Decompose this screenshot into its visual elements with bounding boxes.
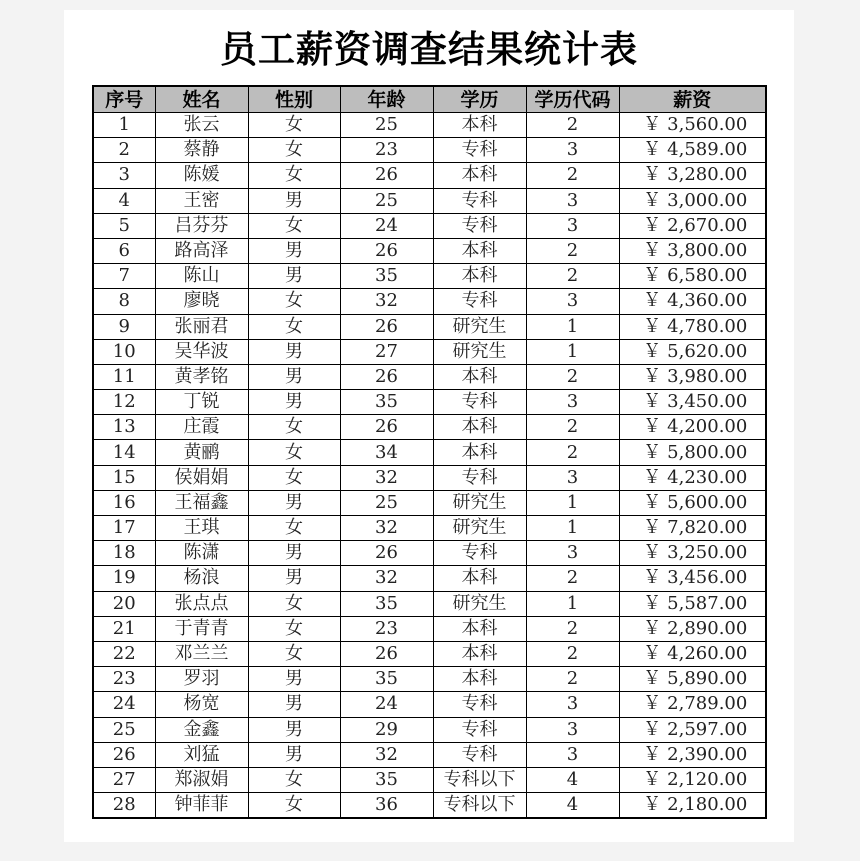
cell-education: 专科 bbox=[433, 717, 526, 742]
salary-amount: 3,250.00 bbox=[667, 542, 748, 564]
cell-name: 张云 bbox=[155, 113, 248, 138]
salary-amount: 3,456.00 bbox=[667, 567, 748, 589]
currency-symbol: ￥ bbox=[643, 743, 662, 765]
cell-name: 蔡静 bbox=[155, 138, 248, 163]
cell-education-code: 2 bbox=[526, 641, 619, 666]
cell-gender: 女 bbox=[248, 415, 340, 440]
cell-education-code: 3 bbox=[526, 188, 619, 213]
salary-amount: 7,820.00 bbox=[667, 517, 748, 539]
cell-salary bbox=[619, 163, 766, 188]
cell-index: 19 bbox=[93, 566, 155, 591]
currency-symbol: ￥ bbox=[643, 214, 662, 236]
currency-symbol: ￥ bbox=[643, 340, 662, 362]
cell-gender: 女 bbox=[248, 289, 340, 314]
cell-salary bbox=[619, 641, 766, 666]
cell-index: 1 bbox=[93, 113, 155, 138]
cell-education-code: 2 bbox=[526, 415, 619, 440]
cell-age: 32 bbox=[340, 465, 433, 490]
currency-symbol: ￥ bbox=[643, 315, 662, 337]
cell-name: 吕芬芬 bbox=[155, 213, 248, 238]
cell-age: 35 bbox=[340, 767, 433, 792]
table-body bbox=[93, 113, 766, 819]
cell-name: 张丽君 bbox=[155, 314, 248, 339]
cell-education: 专科 bbox=[433, 289, 526, 314]
cell-name: 罗羽 bbox=[155, 667, 248, 692]
salary-amount: 3,280.00 bbox=[667, 164, 748, 186]
cell-education-code: 2 bbox=[526, 616, 619, 641]
cell-education-code: 3 bbox=[526, 390, 619, 415]
cell-age: 35 bbox=[340, 591, 433, 616]
header-name: 姓名 bbox=[155, 86, 248, 113]
currency-symbol: ￥ bbox=[643, 768, 662, 790]
salary-amount: 4,230.00 bbox=[667, 466, 748, 488]
salary-amount: 4,589.00 bbox=[667, 139, 748, 161]
salary-amount: 6,580.00 bbox=[667, 265, 748, 287]
cell-name: 陈媛 bbox=[155, 163, 248, 188]
table-row bbox=[93, 793, 766, 819]
salary-amount: 5,620.00 bbox=[667, 340, 748, 362]
salary-amount: 3,800.00 bbox=[667, 240, 748, 262]
cell-salary bbox=[619, 667, 766, 692]
table-row bbox=[93, 314, 766, 339]
cell-name: 吴华波 bbox=[155, 339, 248, 364]
salary-amount: 5,800.00 bbox=[667, 441, 748, 463]
cell-index: 5 bbox=[93, 213, 155, 238]
salary-amount: 2,120.00 bbox=[667, 768, 748, 790]
cell-salary bbox=[619, 541, 766, 566]
cell-gender: 女 bbox=[248, 516, 340, 541]
table-row bbox=[93, 364, 766, 389]
cell-education: 专科 bbox=[433, 188, 526, 213]
table-row bbox=[93, 339, 766, 364]
salary-amount: 2,670.00 bbox=[667, 214, 748, 236]
cell-age: 23 bbox=[340, 138, 433, 163]
cell-education-code: 1 bbox=[526, 516, 619, 541]
cell-education-code: 3 bbox=[526, 289, 619, 314]
cell-gender: 男 bbox=[248, 717, 340, 742]
cell-age: 32 bbox=[340, 289, 433, 314]
salary-amount: 3,980.00 bbox=[667, 365, 748, 387]
cell-education: 本科 bbox=[433, 238, 526, 263]
cell-index: 3 bbox=[93, 163, 155, 188]
currency-symbol: ￥ bbox=[643, 668, 662, 690]
cell-gender: 女 bbox=[248, 440, 340, 465]
cell-name: 钟菲菲 bbox=[155, 793, 248, 819]
cell-education-code: 2 bbox=[526, 238, 619, 263]
salary-amount: 5,890.00 bbox=[667, 668, 748, 690]
cell-index: 23 bbox=[93, 667, 155, 692]
header-education-code: 学历代码 bbox=[526, 86, 619, 113]
cell-gender: 男 bbox=[248, 692, 340, 717]
cell-education: 专科 bbox=[433, 213, 526, 238]
cell-education: 专科 bbox=[433, 138, 526, 163]
table-row bbox=[93, 113, 766, 138]
cell-education: 本科 bbox=[433, 641, 526, 666]
cell-education-code: 3 bbox=[526, 213, 619, 238]
currency-symbol: ￥ bbox=[643, 164, 662, 186]
table-row bbox=[93, 138, 766, 163]
table-row bbox=[93, 767, 766, 792]
cell-age: 36 bbox=[340, 793, 433, 819]
cell-education-code: 2 bbox=[526, 163, 619, 188]
cell-age: 25 bbox=[340, 490, 433, 515]
cell-name: 廖晓 bbox=[155, 289, 248, 314]
header-education: 学历 bbox=[433, 86, 526, 113]
cell-age: 29 bbox=[340, 717, 433, 742]
currency-symbol: ￥ bbox=[643, 718, 662, 740]
cell-name: 庄霞 bbox=[155, 415, 248, 440]
table-row bbox=[93, 238, 766, 263]
cell-gender: 男 bbox=[248, 188, 340, 213]
cell-name: 杨宽 bbox=[155, 692, 248, 717]
cell-name: 杨浪 bbox=[155, 566, 248, 591]
cell-education: 研究生 bbox=[433, 591, 526, 616]
table-row bbox=[93, 188, 766, 213]
header-age: 年龄 bbox=[340, 86, 433, 113]
salary-amount: 3,000.00 bbox=[667, 189, 748, 211]
cell-age: 26 bbox=[340, 238, 433, 263]
cell-gender: 女 bbox=[248, 465, 340, 490]
table-row bbox=[93, 415, 766, 440]
cell-education-code: 2 bbox=[526, 264, 619, 289]
table-row bbox=[93, 667, 766, 692]
salary-amount: 2,890.00 bbox=[667, 617, 748, 639]
cell-index: 13 bbox=[93, 415, 155, 440]
cell-gender: 女 bbox=[248, 163, 340, 188]
cell-age: 26 bbox=[340, 163, 433, 188]
salary-amount: 2,597.00 bbox=[667, 718, 748, 740]
table-row bbox=[93, 490, 766, 515]
cell-name: 路高泽 bbox=[155, 238, 248, 263]
cell-education: 本科 bbox=[433, 113, 526, 138]
cell-age: 35 bbox=[340, 264, 433, 289]
cell-education-code: 3 bbox=[526, 692, 619, 717]
cell-education: 专科 bbox=[433, 390, 526, 415]
cell-education-code: 4 bbox=[526, 793, 619, 819]
table-row bbox=[93, 541, 766, 566]
cell-age: 26 bbox=[340, 314, 433, 339]
table-row bbox=[93, 591, 766, 616]
cell-education-code: 1 bbox=[526, 314, 619, 339]
cell-education-code: 4 bbox=[526, 767, 619, 792]
cell-salary bbox=[619, 213, 766, 238]
cell-education: 本科 bbox=[433, 440, 526, 465]
currency-symbol: ￥ bbox=[643, 466, 662, 488]
cell-index: 10 bbox=[93, 339, 155, 364]
salary-amount: 4,780.00 bbox=[667, 315, 748, 337]
cell-salary bbox=[619, 566, 766, 591]
cell-salary bbox=[619, 793, 766, 819]
salary-amount: 2,789.00 bbox=[667, 693, 748, 715]
cell-name: 黄鹂 bbox=[155, 440, 248, 465]
cell-salary bbox=[619, 188, 766, 213]
currency-symbol: ￥ bbox=[643, 643, 662, 665]
cell-education-code: 3 bbox=[526, 138, 619, 163]
table-row bbox=[93, 264, 766, 289]
cell-index: 26 bbox=[93, 742, 155, 767]
cell-gender: 女 bbox=[248, 767, 340, 792]
table-row bbox=[93, 516, 766, 541]
currency-symbol: ￥ bbox=[643, 416, 662, 438]
cell-gender: 男 bbox=[248, 566, 340, 591]
cell-index: 15 bbox=[93, 465, 155, 490]
cell-salary bbox=[619, 113, 766, 138]
cell-age: 26 bbox=[340, 641, 433, 666]
salary-table bbox=[92, 85, 767, 819]
cell-education: 专科以下 bbox=[433, 793, 526, 819]
currency-symbol: ￥ bbox=[643, 290, 662, 312]
cell-gender: 男 bbox=[248, 667, 340, 692]
cell-name: 陈潇 bbox=[155, 541, 248, 566]
currency-symbol: ￥ bbox=[643, 139, 662, 161]
currency-symbol: ￥ bbox=[643, 794, 662, 816]
cell-salary bbox=[619, 767, 766, 792]
cell-gender: 男 bbox=[248, 541, 340, 566]
currency-symbol: ￥ bbox=[643, 617, 662, 639]
salary-amount: 4,260.00 bbox=[667, 643, 748, 665]
cell-gender: 女 bbox=[248, 138, 340, 163]
cell-gender: 男 bbox=[248, 390, 340, 415]
cell-age: 26 bbox=[340, 415, 433, 440]
document-sheet bbox=[64, 10, 794, 842]
cell-salary bbox=[619, 742, 766, 767]
cell-gender: 男 bbox=[248, 364, 340, 389]
cell-index: 14 bbox=[93, 440, 155, 465]
cell-age: 24 bbox=[340, 692, 433, 717]
cell-index: 9 bbox=[93, 314, 155, 339]
cell-index: 21 bbox=[93, 616, 155, 641]
currency-symbol: ￥ bbox=[643, 542, 662, 564]
table-row bbox=[93, 289, 766, 314]
cell-gender: 女 bbox=[248, 113, 340, 138]
currency-symbol: ￥ bbox=[643, 592, 662, 614]
cell-gender: 女 bbox=[248, 793, 340, 819]
cell-gender: 男 bbox=[248, 339, 340, 364]
cell-gender: 男 bbox=[248, 742, 340, 767]
salary-amount: 4,200.00 bbox=[667, 416, 748, 438]
cell-education-code: 3 bbox=[526, 717, 619, 742]
cell-education-code: 1 bbox=[526, 339, 619, 364]
currency-symbol: ￥ bbox=[643, 189, 662, 211]
cell-age: 25 bbox=[340, 188, 433, 213]
cell-salary bbox=[619, 516, 766, 541]
cell-index: 28 bbox=[93, 793, 155, 819]
cell-salary bbox=[619, 390, 766, 415]
cell-index: 25 bbox=[93, 717, 155, 742]
cell-gender: 男 bbox=[248, 264, 340, 289]
cell-education-code: 3 bbox=[526, 541, 619, 566]
table-row bbox=[93, 440, 766, 465]
salary-amount: 2,390.00 bbox=[667, 743, 748, 765]
salary-amount: 3,450.00 bbox=[667, 391, 748, 413]
cell-gender: 男 bbox=[248, 238, 340, 263]
cell-age: 35 bbox=[340, 667, 433, 692]
document-title: 员工薪资调查结果统计表 bbox=[220, 28, 638, 71]
salary-amount: 4,360.00 bbox=[667, 290, 748, 312]
cell-education-code: 2 bbox=[526, 667, 619, 692]
cell-education: 专科以下 bbox=[433, 767, 526, 792]
cell-education-code: 1 bbox=[526, 591, 619, 616]
cell-age: 32 bbox=[340, 516, 433, 541]
cell-index: 8 bbox=[93, 289, 155, 314]
cell-index: 6 bbox=[93, 238, 155, 263]
cell-name: 于青青 bbox=[155, 616, 248, 641]
table-row bbox=[93, 390, 766, 415]
cell-name: 邓兰兰 bbox=[155, 641, 248, 666]
cell-education-code: 1 bbox=[526, 490, 619, 515]
currency-symbol: ￥ bbox=[643, 517, 662, 539]
cell-education: 研究生 bbox=[433, 490, 526, 515]
cell-gender: 男 bbox=[248, 490, 340, 515]
cell-salary bbox=[619, 692, 766, 717]
cell-salary bbox=[619, 490, 766, 515]
table-row bbox=[93, 213, 766, 238]
cell-education: 专科 bbox=[433, 541, 526, 566]
cell-name: 张点点 bbox=[155, 591, 248, 616]
cell-index: 11 bbox=[93, 364, 155, 389]
salary-amount: 3,560.00 bbox=[667, 114, 748, 136]
currency-symbol: ￥ bbox=[643, 365, 662, 387]
cell-salary bbox=[619, 264, 766, 289]
cell-index: 20 bbox=[93, 591, 155, 616]
cell-name: 侯娟娟 bbox=[155, 465, 248, 490]
cell-salary bbox=[619, 289, 766, 314]
cell-index: 2 bbox=[93, 138, 155, 163]
currency-symbol: ￥ bbox=[643, 265, 662, 287]
salary-amount: 5,587.00 bbox=[667, 592, 748, 614]
table-row bbox=[93, 616, 766, 641]
cell-education: 本科 bbox=[433, 264, 526, 289]
cell-education: 本科 bbox=[433, 566, 526, 591]
cell-age: 35 bbox=[340, 390, 433, 415]
cell-name: 金鑫 bbox=[155, 717, 248, 742]
cell-index: 16 bbox=[93, 490, 155, 515]
table-row bbox=[93, 465, 766, 490]
cell-name: 王密 bbox=[155, 188, 248, 213]
cell-index: 27 bbox=[93, 767, 155, 792]
cell-education: 本科 bbox=[433, 667, 526, 692]
cell-name: 王琪 bbox=[155, 516, 248, 541]
cell-salary bbox=[619, 238, 766, 263]
cell-gender: 女 bbox=[248, 616, 340, 641]
cell-age: 32 bbox=[340, 566, 433, 591]
cell-education: 本科 bbox=[433, 364, 526, 389]
table-row bbox=[93, 641, 766, 666]
cell-education-code: 3 bbox=[526, 465, 619, 490]
table-row bbox=[93, 566, 766, 591]
salary-amount: 5,600.00 bbox=[667, 491, 748, 513]
cell-gender: 女 bbox=[248, 591, 340, 616]
currency-symbol: ￥ bbox=[643, 491, 662, 513]
cell-name: 郑淑娟 bbox=[155, 767, 248, 792]
cell-name: 刘猛 bbox=[155, 742, 248, 767]
cell-education-code: 2 bbox=[526, 566, 619, 591]
cell-gender: 女 bbox=[248, 314, 340, 339]
cell-education-code: 2 bbox=[526, 113, 619, 138]
cell-education: 本科 bbox=[433, 163, 526, 188]
cell-index: 22 bbox=[93, 641, 155, 666]
cell-salary bbox=[619, 591, 766, 616]
currency-symbol: ￥ bbox=[643, 240, 662, 262]
cell-index: 17 bbox=[93, 516, 155, 541]
table-row bbox=[93, 163, 766, 188]
header-index: 序号 bbox=[93, 86, 155, 113]
cell-index: 7 bbox=[93, 264, 155, 289]
cell-age: 34 bbox=[340, 440, 433, 465]
cell-index: 18 bbox=[93, 541, 155, 566]
cell-education: 本科 bbox=[433, 616, 526, 641]
cell-index: 4 bbox=[93, 188, 155, 213]
cell-salary bbox=[619, 339, 766, 364]
cell-education: 本科 bbox=[433, 415, 526, 440]
cell-age: 32 bbox=[340, 742, 433, 767]
header-salary: 薪资 bbox=[619, 86, 766, 113]
cell-salary bbox=[619, 465, 766, 490]
cell-age: 23 bbox=[340, 616, 433, 641]
cell-education: 专科 bbox=[433, 692, 526, 717]
cell-salary bbox=[619, 314, 766, 339]
cell-name: 丁锐 bbox=[155, 390, 248, 415]
cell-index: 24 bbox=[93, 692, 155, 717]
salary-amount: 2,180.00 bbox=[667, 794, 748, 816]
cell-education-code: 3 bbox=[526, 742, 619, 767]
cell-salary bbox=[619, 440, 766, 465]
currency-symbol: ￥ bbox=[643, 693, 662, 715]
cell-education: 专科 bbox=[433, 465, 526, 490]
cell-name: 黄孝铭 bbox=[155, 364, 248, 389]
cell-education: 专科 bbox=[433, 742, 526, 767]
cell-age: 27 bbox=[340, 339, 433, 364]
currency-symbol: ￥ bbox=[643, 114, 662, 136]
cell-salary bbox=[619, 415, 766, 440]
cell-education: 研究生 bbox=[433, 516, 526, 541]
cell-salary bbox=[619, 364, 766, 389]
header-gender: 性别 bbox=[248, 86, 340, 113]
cell-education: 研究生 bbox=[433, 339, 526, 364]
cell-index: 12 bbox=[93, 390, 155, 415]
cell-gender: 女 bbox=[248, 641, 340, 666]
cell-age: 24 bbox=[340, 213, 433, 238]
cell-education-code: 2 bbox=[526, 364, 619, 389]
cell-education: 研究生 bbox=[433, 314, 526, 339]
cell-education-code: 2 bbox=[526, 440, 619, 465]
table-row bbox=[93, 717, 766, 742]
cell-salary bbox=[619, 717, 766, 742]
table-row bbox=[93, 742, 766, 767]
cell-name: 陈山 bbox=[155, 264, 248, 289]
cell-salary bbox=[619, 616, 766, 641]
cell-salary bbox=[619, 138, 766, 163]
currency-symbol: ￥ bbox=[643, 441, 662, 463]
currency-symbol: ￥ bbox=[643, 391, 662, 413]
currency-symbol: ￥ bbox=[643, 567, 662, 589]
cell-name: 王福鑫 bbox=[155, 490, 248, 515]
cell-age: 26 bbox=[340, 364, 433, 389]
table-header-row bbox=[93, 86, 766, 113]
cell-gender: 女 bbox=[248, 213, 340, 238]
table-row bbox=[93, 692, 766, 717]
cell-age: 26 bbox=[340, 541, 433, 566]
cell-age: 25 bbox=[340, 113, 433, 138]
